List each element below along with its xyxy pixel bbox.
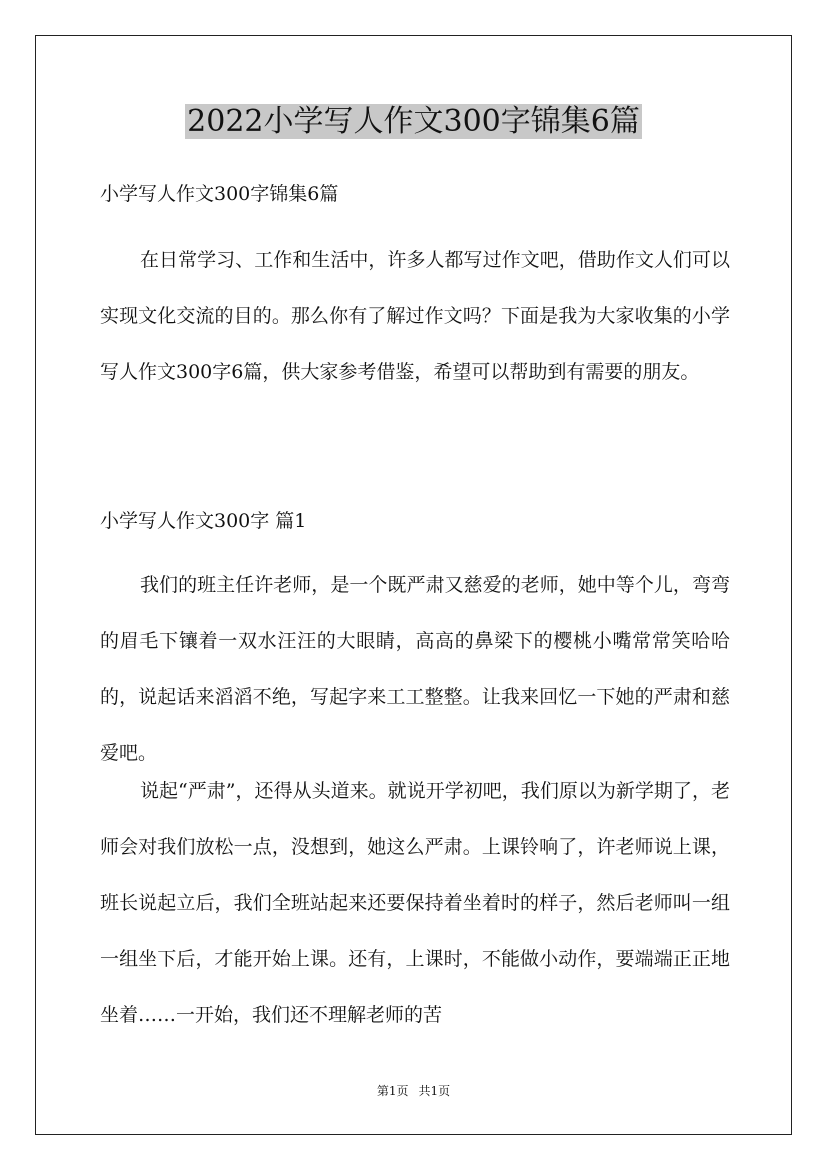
page-total: 共1页: [418, 1084, 451, 1098]
document-title-text: 2022小学写人作文300字锦集6篇: [187, 104, 640, 139]
document-subtitle: 小学写人作文300字锦集6篇: [100, 183, 339, 205]
page-footer: [0, 1081, 827, 1101]
document-title: [0, 98, 827, 146]
page-number: 第1页: [376, 1084, 409, 1098]
intro-paragraph: 在日常学习、工作和生活中，许多人都写过作文吧，借助作文人们可以实现文化交流的目的。那么你有了解过作文吗？下面是我为大家收集的小学写人作文300字6篇，供大家参考借鉴，希望可以帮助到有需要的朋友。: [100, 249, 730, 383]
section-heading: 小学写人作文300字 篇1: [100, 510, 307, 532]
body-paragraph: 说起“严肃”，还得从头道来。就说开学初吧，我们原以为新学期了，老师会对我们放松一点，没想到，她这么严肃。上课铃响了，许老师说上课，班长说起立后，我们全班站起来还要保持着坐着时的样子，然后老师叫一组一组坐下后，才能开始上课。还有，上课时，不能做小动作，要端端正正地坐着……一开始，我们还不理解老师的苦: [100, 780, 730, 1026]
body-paragraph: 我们的班主任许老师，是一个既严肃又慈爱的老师，她中等个儿，弯弯的眉毛下镶着一双水汪汪的大眼睛，高高的鼻梁下的樱桃小嘴常常笑哈哈的，说起话来滔滔不绝，写起字来工工整整。让我来回忆一下她的严肃和慈爱吧。: [100, 574, 730, 764]
